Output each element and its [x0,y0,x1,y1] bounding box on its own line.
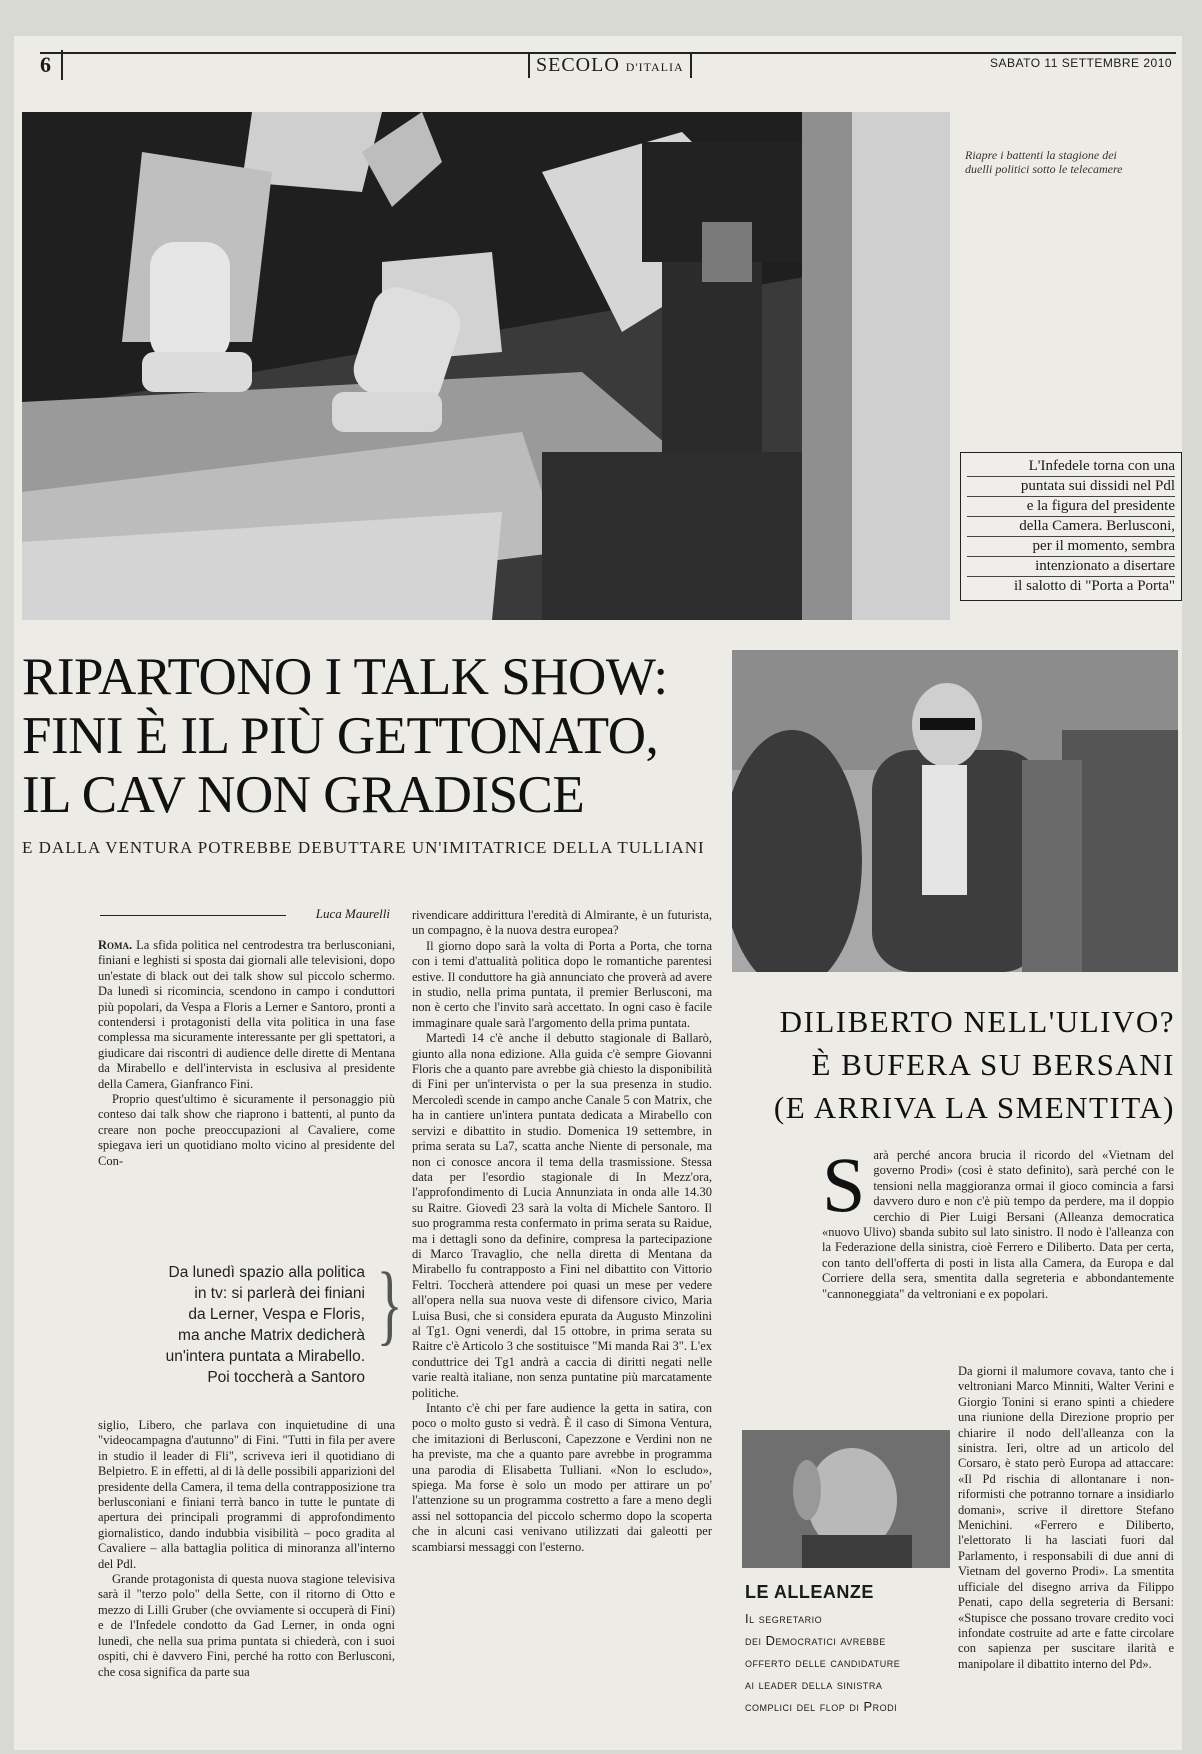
article-paragraph: Proprio quest'ultimo è sicuramente il personaggio più conteso dai talk show che riaprono i battenti, al punto da creare non poche preoccupazioni al Cavaliere, come spiegava ieri un quotidiano molto vicino al presidente del Con- [98,1092,395,1168]
article-paragraph: rivendicare addirittura l'eredità di Almirante, è un futurista, un compagno, è la nuova destra europea? [412,908,712,938]
article-paragraph: Martedì 14 c'è anche il debutto stagionale di Ballarò, giunto alla nona edizione. Alla guida c'è sempre Giovanni Floris che a quanto pare avrebbe già chiesto la disponibilità di Fini per un'intervista o per la sua presenza in studio. Mercoledì scende in campo anche Canale 5 con Matrix, che ha in cantiere un'intera puntata dedicata a Mirabello con servizi e dibattito in studio. Domenica 19 settembre, in prima serata su La7, scatta anche Niente di personale, ma non ci conosce ancora il tema della trasmissione. Stessa data per l'esordio stagionale di In Mezz'ora, l'approfondimento di Lucia Annunziata in onda alle 14.30 su Raitre. Giovedì 23 sarà la volta di Michele Santoro. Il suo programma resta confermato in prima serata su Raidue, ma i dettagli sono da definire, compresa la partecipazione di Marco Travaglio, che nella diretta di Mentana da Mirabello fu contrapposto a Fini nel dibattito con Vittorio Feltri. Toccherà attendere poi quasi un mese per vedere all'opera nella sua nuova veste di difensore civico, Maria Luisa Busi, che si considera epurata da Augusto Minzolini al Tg1. Ogni venerdì, dal 15 ottobre, in prima serata su Raitre c'è Articolo 3 che sostituisce "Mi manda Rai 3". L'ex conduttrice dei Tg1 andrà a caccia di diritti negati nelle varie realtà italiane, non senza puntatine più marcatamente politiche. [412,1031,712,1400]
article-paragraph [822,1141,1174,1302]
article-paragraph: Da giorni il malumore covava, tanto che i veltroniani Marco Minniti, Walter Verini e Giorgio Tonini si erano spinti a chiedere una riunione della Direzione proprio per chiarire il nodo dell'alleanza con la sinistra. Ieri, oltre ad un articolo del Corsaro, è stato però Europa ad attaccare: «Il Pd rischia di allontanare i non-riformisti che potranno tornare a insidiarlo domani», scrive il direttore Stefano Menichini. «Ferrero e Diliberto, l'elettorato li ha lasciati fuori dal Parlamento, i responsabili di due anni di Vietnam del governo Prodi». La smentita ufficiale del disegno arriva da Filippo Penati, capo della segreteria di Bersani: «Stupisce che possano trovare credito voci infondate costruite ad arte e fatte circolare con sapienza per suscitare ilarità e manipolare il dibattito interno del Pd». [958,1364,1174,1671]
headline-line: FINI È IL PIÙ GETTONATO, [22,707,659,765]
article-paragraph: Grande protagonista di questa nuova stagione televisiva sarà il "terzo polo" della Sette, con il ritorno di Otto e mezzo di Lilli Gruber (che ovviamente si occuperà di Fini) e de l'Infedele condotto da Gad Lerner, in onda ogni lunedì, che nella sua prima puntata si chiederà, con i suoi ospiti, chi è davvero Fini, perché ha rotto con Berlusconi, che cosa significa da parte sua [98,1572,395,1679]
pull-quote-line: Da lunedì spazio alla politica [168,1264,365,1281]
pull-quote-brace: } [376,1255,403,1354]
headline-line: IL CAV NON GRADISCE [22,766,585,824]
masthead [528,54,692,78]
second-headline [735,1000,1175,1129]
box-caption-line: puntata sui dissidi nel Pdl [967,477,1175,497]
diliberto-photo [732,650,1178,972]
box-text-line: offerto delle candidature [745,1655,901,1670]
bersani-photo [742,1430,950,1568]
headline-line: DILIBERTO NELL'ULIVO? [779,1004,1175,1039]
main-headline [22,648,722,825]
article-paragraph: Intanto c'è chi per fare audience la getta in satira, con poco o molto gusto si vedrà. È il caso di Simona Ventura, che imitazioni di Berlusconi, Capezzone e Verdini non ne ha previste, ma che a quanto pare avrebbe in programma una parodia di Elisabetta Tulliani. «Non lo escludo», spiega. Ma forse è solo un modo per attirare un po' l'attenzione su un programma costretto a fare a meno degli assi nel sottopancia del piccolo schermo dopo la scoperta che in alcuni casi venivano utilizzati dai galeotti per scambiarsi messaggi con l'esterno. [412,1401,712,1554]
page-number: 6 [40,50,63,80]
tv-studio-illustration [22,112,950,620]
headline-line: È BUFERA SU BERSANI [811,1047,1175,1082]
article-paragraph: Il giorno dopo sarà la volta di Porta a Porta, che torna con i temi d'attualità politica dopo le romantiche parentesi estive. Il conduttore ha già annunciato che proverà ad avere in studio, nella prima puntata, il premier Berlusconi, ma non è certo che l'invito sarà accettato. In ogni caso è facile immaginare quale sarà l'argomento della prima puntata. [412,938,712,1030]
main-article-column-2 [412,908,712,1555]
second-article-column-continued [958,1364,1174,1672]
pull-quote [115,1262,365,1388]
box-caption-line: e la figura del presidente [967,497,1175,517]
box-text-line: dei Democratici avrebbe [745,1633,886,1648]
main-article-column-1-continued [98,1418,395,1680]
pull-quote-line: ma anche Matrix dedicherà [178,1327,365,1344]
box-caption-line: intenzionato a disertare [967,557,1175,577]
pull-quote-line: da Lerner, Vespa e Floris, [188,1306,365,1323]
box-caption-line: della Camera. Berlusconi, [967,517,1175,537]
article-text: La sfida politica nel centrodestra tra berlusconiani, finiani e leghisti si sposta dai giornali alle televisioni, dopo un'estate di black out dei talk show sul piccolo schermo. Da lunedì si ricomincia, scendono in campo i conduttori più popolari, da Vespa a Floris a Lerner e Santoro, pronti a contendersi i protagonisti della vita politica in una fase complessa ma sicuramente interessante per gli spettatori, a giudicare dai riscontri di audience delle dirette di Mentana da Mirabello e dell'intervista in esclusiva al presidente della Camera, Gianfranco Fini. [98,938,396,1091]
box-caption-line: per il momento, sembra [967,537,1175,557]
bersani-illustration [742,1430,950,1568]
box-text-line: complici del flop di Prodi [745,1699,898,1714]
headline-line: (E ARRIVA LA SMENTITA) [773,1090,1175,1125]
box-text-line: Il segretario [745,1611,823,1626]
article-paragraph [98,938,395,1092]
box-text [745,1608,965,1718]
top-photo-box-caption [960,452,1182,601]
second-article-column [822,1141,1174,1302]
article-paragraph: siglio, Libero, che parlava con inquietudine di una "videocampagna d'autunno" di Fini. "Tutti in fila per avere in studio il leader di Fli", scriveva ieri il quotidiano di Belpietro. E in effetti, al di là delle possibili apparizioni del presidente della Camera, il tema della contrapposizione tra berlusconiani e finiani terrà banco in tutte le puntate di apertura dei principali programmi di approfondimento giornalistico, dando indubbia visibilità – poco gradita al Cavaliere – alla battaglia politica di minoranza all'interno del Pdl. [98,1418,395,1571]
tv-studio-photo [22,112,950,620]
pull-quote-line: un'intera puntata a Mirabello. [165,1348,365,1365]
box-title: LE ALLEANZE [745,1582,874,1602]
issue-date: SABATO 11 SETTEMBRE 2010 [990,56,1173,70]
main-subhead: E DALLA VENTURA POTREBBE DEBUTTARE UN'IMITATRICE DELLA TULLIANI [22,838,705,857]
pull-quote-line: in tv: si parlerà dei finiani [194,1285,365,1302]
box-caption-line: il salotto di "Porta a Porta" [1014,578,1175,594]
diliberto-illustration [732,650,1178,972]
dateline: Roma. [98,938,133,952]
top-photo-caption: Riapre i battenti la stagione dei duelli politici sotto le telecamere [965,148,1123,176]
headline-line: RIPARTONO I TALK SHOW: [22,648,668,706]
box-caption-line: L'Infedele torna con una [967,457,1175,477]
article-text: arà perché ancora brucia il ricordo del «Vietnam del governo Prodi» (così è stato definito), sarà perché con le tensioni nella maggioranza ormai il gioco comincia a farsi davvero duro e non c'è più tempo da perdere, ma il doppio cerchio di Pier Luigi Bersani (Alleanza democratica «nuovo Ulivo) sbanda subito sul lato sinistro. Il nodo è l'alleanza con la Federazione della sinistra, cioè Ferrero e Diliberto. Data per certa, con tanto dell'offerta di posti in lista alla Camera, da Europa e dal Corriere della sera, smentita dalla segreteria e abbondantemente "cannoneggiata" da veltroniani e ex popolari. [822,1148,1174,1301]
drop-cap: S [822,1141,866,1228]
byline: Luca Maurelli [100,906,390,922]
box-text-line: ai leader della sinistra [745,1677,883,1692]
masthead-title: SECOLO [536,54,620,76]
pull-quote-line: Poi toccherà a Santoro [207,1369,365,1386]
masthead-subtitle: D'ITALIA [625,60,684,74]
main-article-column-1 [98,938,395,1169]
